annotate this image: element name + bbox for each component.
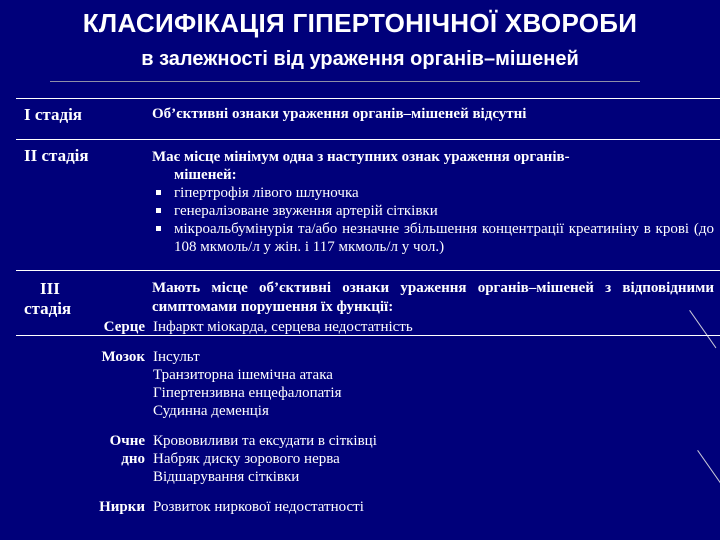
finding-item: Крововиливи та ексудати в сітківці [153, 433, 377, 449]
organ-row-kidneys [16, 498, 706, 516]
organ-label [16, 432, 153, 486]
square-bullet-icon [156, 190, 161, 195]
list-item-text: генералізоване звуження артерій сітківки [174, 203, 438, 219]
organ-label-line: Очне [109, 433, 145, 449]
stage-row-2 [16, 140, 720, 271]
stage-description [152, 140, 720, 271]
stage-label: І стадія [16, 99, 152, 140]
organ-label: Нирки [99, 499, 145, 515]
stage-lead-text: мішеней: [174, 167, 237, 183]
stage-description: Об’єктивні ознаки ураження органів–мішеней відсутні [152, 99, 720, 140]
stages-table [16, 98, 720, 336]
stage-row-1 [16, 99, 720, 140]
stage-label-line: ІІІ [40, 279, 60, 298]
list-item [152, 202, 714, 220]
finding-item: Транзиторна ішемічна атака [153, 367, 333, 383]
finding-item: Гіпертензивна енцефалопатія [153, 385, 342, 401]
target-organs [16, 318, 706, 516]
organ-label: Мозок [101, 349, 145, 365]
organ-findings [153, 348, 342, 420]
organ-findings [153, 432, 377, 486]
organ-row-fundus [16, 432, 706, 486]
organ-label: Серце [103, 319, 145, 335]
organ-row-brain [16, 348, 706, 420]
list-item-text: гіпертрофія лівого шлуночка [174, 185, 359, 201]
slide-title: КЛАСИФІКАЦІЯ ГІПЕРТОНІЧНОЇ ХВОРОБИ [82, 8, 638, 38]
list-item-text: мікроальбумінурія та/або незначне збільшення концентрації креатиніну в крові (до 108 мкмоль/л у жін. і 117 мкмоль/л у чол.) [174, 221, 714, 255]
organ-label-line: дно [121, 451, 145, 467]
stage-lead-text: Має місце мінімум одна з наступних ознак ураження органів- [152, 149, 570, 165]
title-divider [50, 81, 640, 82]
stage-label: ІІ стадія [16, 140, 152, 271]
finding-item: Розвиток ниркової недостатності [153, 499, 364, 515]
slide-subtitle: в залежності від ураження органів–мішеней [141, 48, 579, 70]
list-item [152, 220, 714, 256]
square-bullet-icon [156, 226, 161, 231]
criteria-list [152, 184, 714, 256]
organ-row-heart [16, 318, 706, 336]
finding-item: Інсульт [153, 349, 200, 365]
finding-item: Відшарування сітківки [153, 469, 300, 485]
stage-description: Мають місце об’єктивні ознаки ураження органів–мішеней з відповідними симптомами порушення їх функції: [152, 271, 720, 336]
stage-label-line: стадія [24, 299, 72, 318]
finding-item: Набряк диску зорового нерва [153, 451, 340, 467]
organ-findings [153, 498, 364, 516]
square-bullet-icon [156, 208, 161, 213]
finding-item: Судинна деменція [153, 403, 269, 419]
finding-item: Інфаркт міокарда, серцева недостатність [153, 319, 413, 335]
list-item [152, 184, 714, 202]
organ-findings [153, 318, 413, 336]
